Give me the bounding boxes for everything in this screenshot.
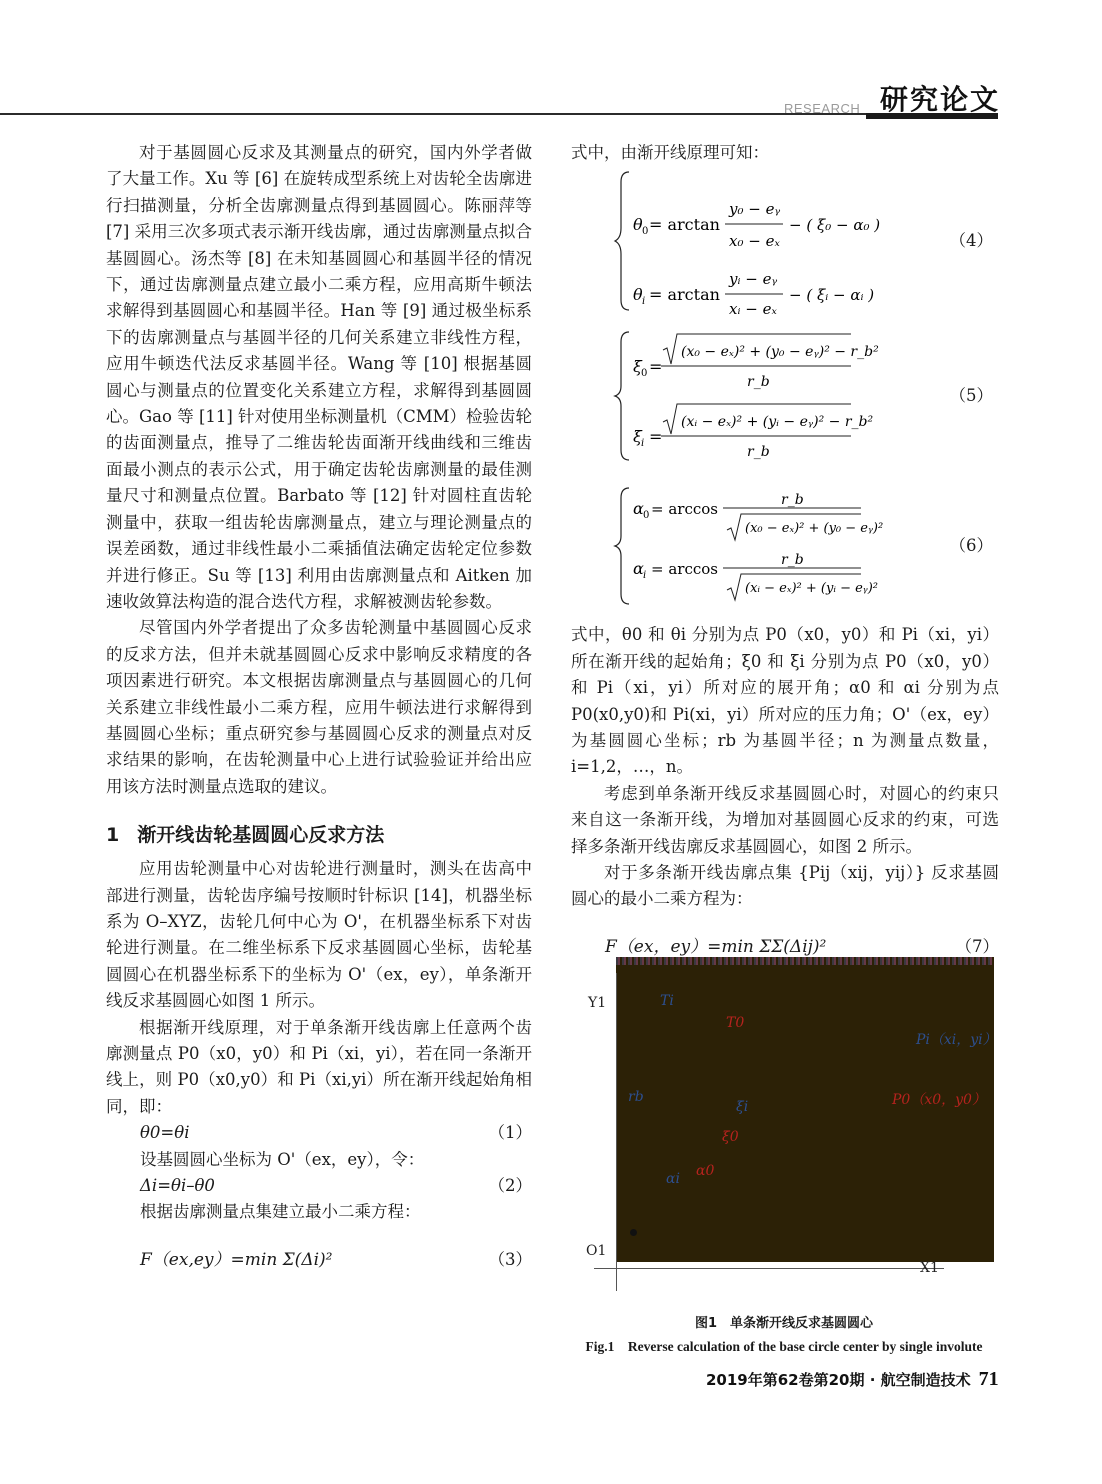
page-footer bbox=[706, 1368, 999, 1391]
equation-2-body: Δi=θi–θ0 bbox=[140, 1176, 215, 1196]
label-alpha-i: αi bbox=[666, 1171, 680, 1187]
paragraph-least-squares: 根据齿廓测量点集建立最小二乘方程： bbox=[140, 1202, 421, 1222]
label-pi: Pi（xi，yi） bbox=[916, 1032, 997, 1048]
equation-6-number: （6） bbox=[949, 536, 993, 556]
figure-1-x-axis bbox=[594, 1268, 944, 1269]
svg-text:x₀ − eₓ: x₀ − eₓ bbox=[729, 232, 780, 251]
paragraph-multi-equation-intro: 对于多条渐开线齿廓点集 {Pij（xij，yij）} 反求基圆圆心的最小二乘方程为： bbox=[571, 863, 999, 909]
svg-text:α: α bbox=[633, 499, 644, 519]
equation-1 bbox=[106, 1120, 532, 1146]
left-column bbox=[106, 140, 532, 1288]
paragraph-contribution: 尽管国内外学者提出了众多齿轮测量中基圆圆心反求的反求方法，但并未就基圆圆心反求中影响反求精度的各项因素进行研究。本文根据齿廓测量点与基圆圆心的几何关系建立非线性最小二乘方程，应用牛顿法进行求解得到基圆圆心坐标；重点研究参与基圆圆心反求的测量点对反求结果的影响，在齿轮测量中心上进行试验验证并给出应用该方法时测量点选取的建议。 bbox=[106, 618, 532, 796]
label-xi-0: ξ0 bbox=[722, 1129, 739, 1145]
section-number: 1 bbox=[106, 824, 120, 847]
figure-1 bbox=[586, 953, 996, 1293]
svg-text:r_b: r_b bbox=[747, 374, 770, 391]
svg-text:ξ: ξ bbox=[633, 427, 642, 447]
label-t0: T0 bbox=[726, 1015, 745, 1031]
label-xi-i: ξi bbox=[736, 1099, 749, 1115]
equation-6-figure bbox=[611, 484, 911, 608]
svg-text:(x₀ − eₓ)² + (y₀ − eᵧ)²: (x₀ − eₓ)² + (y₀ − eᵧ)² bbox=[745, 521, 884, 537]
equation-3 bbox=[106, 1232, 532, 1288]
svg-text:(xᵢ − eₓ)² + (yᵢ − eᵧ)² − r_b²: (xᵢ − eₓ)² + (yᵢ − eᵧ)² − r_b² bbox=[681, 414, 874, 431]
svg-text:− ( ξ₀ − α₀ ): − ( ξ₀ − α₀ ) bbox=[789, 216, 881, 235]
svg-text:= arctan: = arctan bbox=[649, 215, 720, 235]
section-title: 渐开线齿轮基圆圆心反求方法 bbox=[137, 824, 385, 847]
svg-text:=: = bbox=[649, 427, 663, 447]
svg-text:= arccos: = arccos bbox=[651, 500, 718, 519]
equation-4-figure bbox=[611, 166, 911, 316]
svg-text:= arccos: = arccos bbox=[651, 560, 718, 579]
paragraph-symbol-definitions: 式中，θ0 和 θi 分别为点 P0（x0，y0）和 Pi（xi，yi）所在渐开线的起始角；ξ0 和 ξi 分别为点 P0（x0，y0）和 Pi（xi，yi）所对应的展开角；α0 和 αi 分别为点 P0(x0,y0)和 Pi(xi，yi）所对应的压力角；O'（ex，ey）为基圆圆心坐标；rb 为基圆半径；n 为测量点数量，i=1,2，…，n。 bbox=[571, 625, 999, 777]
svg-text:r_b: r_b bbox=[781, 552, 804, 569]
header-section-cn: 研究论文 bbox=[880, 83, 1001, 116]
section-heading bbox=[106, 822, 532, 848]
equation-4 bbox=[571, 166, 999, 316]
svg-text:− ( ξᵢ − αᵢ ): − ( ξᵢ − αᵢ ) bbox=[789, 286, 875, 305]
equation-5-number: （5） bbox=[949, 386, 993, 406]
svg-text:i: i bbox=[643, 570, 647, 582]
figure-1-y-axis bbox=[616, 973, 617, 1291]
svg-text:(xᵢ − eₓ)² + (yᵢ − eᵧ)²: (xᵢ − eₓ)² + (yᵢ − eᵧ)² bbox=[745, 581, 878, 597]
svg-text:yᵢ − eᵧ: yᵢ − eᵧ bbox=[729, 270, 778, 289]
label-ti: Ti bbox=[660, 993, 674, 1009]
label-y1: Y1 bbox=[588, 995, 607, 1011]
equation-3-body: F（ex,ey）=min Σ(Δi)² bbox=[140, 1249, 333, 1270]
svg-text:xᵢ − eₓ: xᵢ − eₓ bbox=[729, 300, 777, 317]
equation-5-figure bbox=[611, 328, 911, 464]
svg-text:i: i bbox=[641, 438, 645, 450]
paragraph-method-setup: 应用齿轮测量中心对齿轮进行测量时，测头在齿高中部进行测量，齿轮齿序编号按顺时针标识 [14]，机器坐标系为 O–XYZ，齿轮几何中心为 O'，在机器坐标系下对齿轮进行测量。在二维坐标系下反求基圆圆心坐标，齿轮基圆圆心在机器坐标系下的坐标为 O'（ex，ey），单条渐开线反求基圆圆心如图 1 所示。 bbox=[106, 859, 532, 1011]
svg-text:i: i bbox=[642, 296, 646, 308]
svg-text:r_b: r_b bbox=[781, 492, 804, 509]
page-number: 71 bbox=[978, 1368, 999, 1390]
svg-text:0: 0 bbox=[641, 368, 648, 380]
equation-2-number: （2） bbox=[488, 1176, 532, 1196]
paragraph-set-center: 设基圆圆心坐标为 O'（ex，ey），令： bbox=[140, 1149, 425, 1169]
right-column bbox=[571, 140, 999, 975]
svg-text:y₀ − eᵧ: y₀ − eᵧ bbox=[729, 200, 781, 219]
equation-1-body: θ0=θi bbox=[140, 1123, 190, 1143]
paragraph-related-work: 对于基圆圆心反求及其测量点的研究，国内外学者做了大量工作。Xu 等 [6] 在旋转成型系统上对齿轮全齿廓进行扫描测量，分析全齿廓测量点得到基圆圆心。陈丽萍等 [7] 采用三次多项式表示渐开线齿廓，通过齿廓测量点拟合基圆圆心。汤杰等 [8] 在未知基圆圆心和基圆半径的情况下，通过齿廓测量点建立最小二乘方程，应用高斯牛顿法求解得到基圆圆心和基圆半径。Han 等 [9] 通过极坐标系下的齿廓测量点与基圆半径的几何关系建立非线性方程，应用牛顿迭代法反求基圆半径。Wang 等 [10] 根据基圆圆心与测量点的位置变化关系建立方程，求解得到基圆圆心。Gao 等 [11] 针对使用坐标测量机（CMM）检验齿轮的齿面测量点，推导了二维齿轮齿面渐开线曲线和三维齿面最小测点的表示公式，用于确定齿轮齿廓测量的最佳测量尺寸和测量点位置。Barbato 等 [12] 针对圆柱直齿轮测量中，获取一组齿轮齿廓测量点，建立与理论测量点的误差函数，通过非线性最小二乘插值法确定齿轮定位参数并进行修正。Su 等 [13] 利用由齿廓测量点和 Aitken 加速收敛算法构造的混合迭代方程，求解被测齿轮参数。 bbox=[106, 143, 532, 611]
svg-text:= arctan: = arctan bbox=[649, 285, 720, 305]
label-o1: O1 bbox=[586, 1243, 607, 1259]
equation-7-body: F（ex，ey）=min ΣΣ(Δij)² bbox=[605, 936, 827, 957]
svg-text:θ: θ bbox=[633, 215, 643, 235]
label-p0: P0（x0，y0） bbox=[892, 1092, 986, 1108]
svg-text:θ: θ bbox=[633, 285, 643, 305]
equation-3-number: （3） bbox=[488, 1249, 532, 1269]
label-alpha-0: α0 bbox=[696, 1163, 715, 1179]
svg-text:r_b: r_b bbox=[747, 444, 770, 461]
figure-1-caption-cn: 图1 单条渐开线反求基圆圆心 bbox=[694, 1316, 874, 1331]
journal-info: 2019年第62卷第20期 · 航空制造技术 bbox=[706, 1371, 971, 1389]
header-section-en: RESEARCH bbox=[784, 101, 861, 116]
svg-text:=: = bbox=[649, 357, 663, 377]
equation-6 bbox=[571, 484, 999, 608]
svg-text:(x₀ − eₓ)² + (y₀ − eᵧ)² − r_b²: (x₀ − eₓ)² + (y₀ − eᵧ)² − r_b² bbox=[681, 344, 879, 361]
label-rb: rb bbox=[628, 1089, 644, 1105]
figure-1-center-point bbox=[630, 1229, 637, 1236]
paragraph-eq-intro: 式中，由渐开线原理可知： bbox=[571, 143, 769, 162]
equation-1-number: （1） bbox=[488, 1123, 532, 1143]
svg-text:ξ: ξ bbox=[633, 357, 642, 377]
paragraph-involute-principle: 根据渐开线原理，对于单条渐开线齿廓上任意两个齿廓测量点 P0（x0，y0）和 Pi（xi，yi），若在同一条渐开线上，则 P0（x0,y0）和 Pi（xi,yi）所在渐开线起始角相同，即： bbox=[106, 1017, 532, 1116]
equation-2 bbox=[106, 1173, 532, 1199]
paragraph-multi-involute: 考虑到单条渐开线反求基圆圆心时，对圆心的约束只来自这一条渐开线，为增加对基圆圆心反求的约束，可选择多条渐开线齿廓反求基圆圆心，如图 2 所示。 bbox=[571, 783, 999, 856]
equation-7-number: （7） bbox=[955, 936, 999, 956]
svg-text:0: 0 bbox=[643, 510, 650, 522]
svg-text:0: 0 bbox=[642, 226, 649, 238]
equation-5 bbox=[571, 328, 999, 464]
label-x1: X1 bbox=[920, 1260, 939, 1276]
svg-text:α: α bbox=[633, 559, 644, 579]
figure-1-caption-en: Fig.1 Reverse calculation of the base circle center by single involute bbox=[585, 1339, 983, 1354]
equation-4-number: （4） bbox=[949, 231, 993, 251]
